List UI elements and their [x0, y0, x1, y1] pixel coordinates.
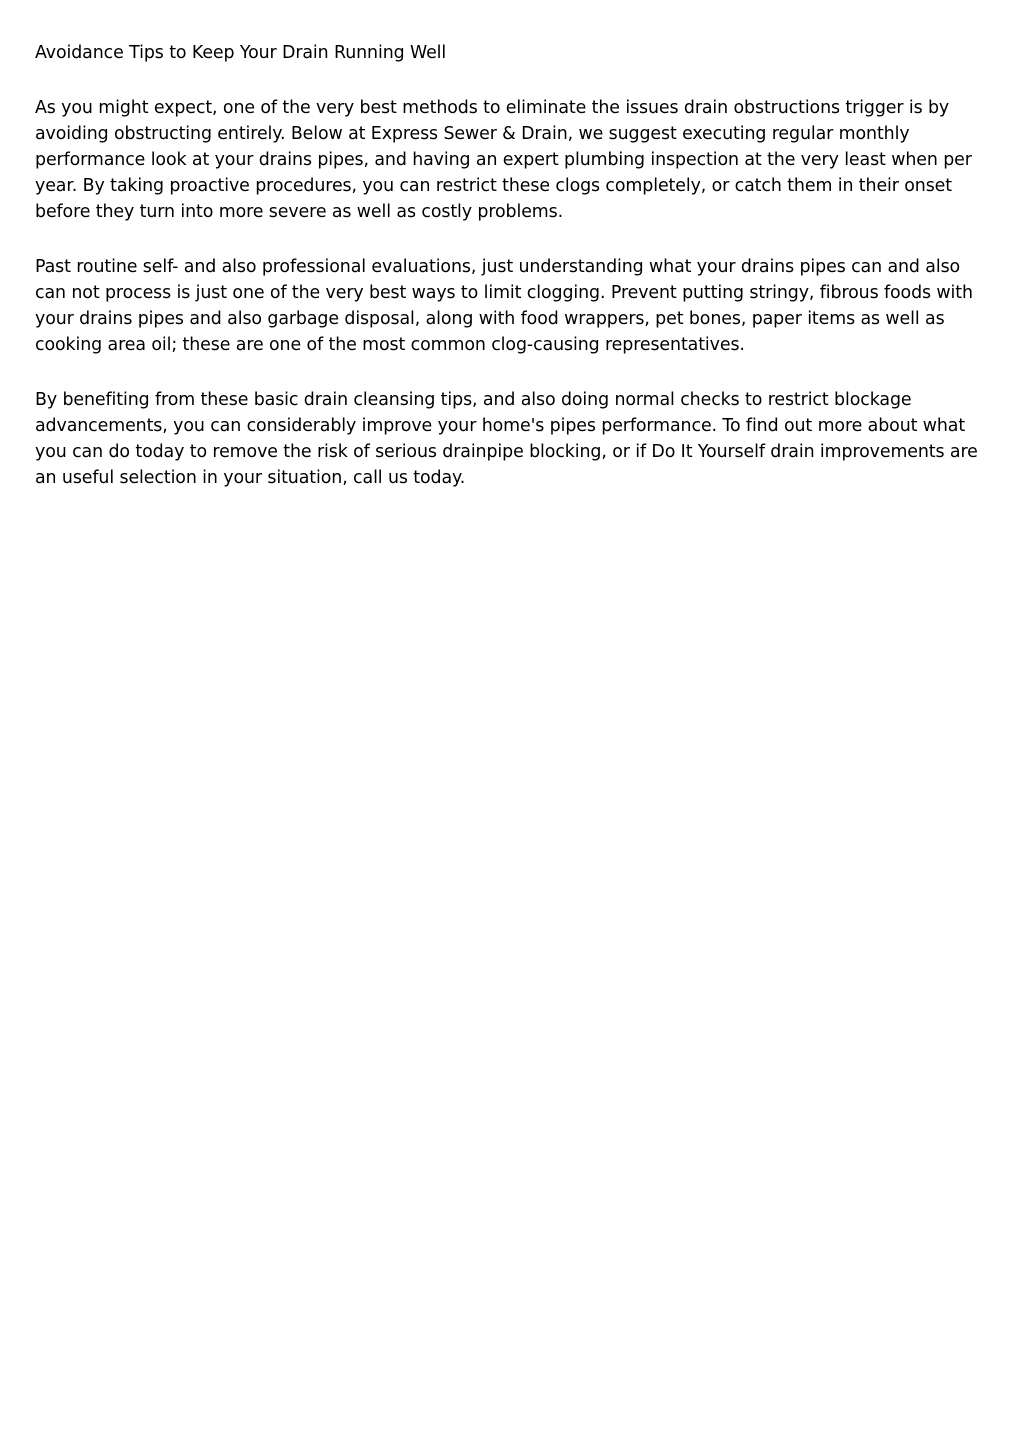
document-title: Avoidance Tips to Keep Your Drain Running Well: [35, 43, 447, 63]
paragraph-2: Past routine self- and also professional evaluations, just understanding what your drains pipes can and also can not process is just one of the very best ways to limit clogging. Prevent putting stringy, fibrous foods with your drains pipes and also garbage disposal, along with food wrappers, pet bones, paper items as well as cooking area oil; these are one of the most common clog-causing representatives.: [35, 257, 973, 355]
document-page: [35, 40, 995, 520]
paragraph-1: As you might expect, one of the very best methods to eliminate the issues drain obstructions trigger is by avoiding obstructing entirely. Below at Express Sewer & Drain, we suggest executing regular monthly performance look at your drains pipes, and having an expert plumbing inspection at the very least when per year. By taking proactive procedures, you can restrict these clogs completely, or catch them in their onset before they turn into more severe as well as costly problems.: [35, 98, 972, 222]
paragraph-3: By benefiting from these basic drain cleansing tips, and also doing normal checks to restrict blockage advancements, you can considerably improve your home's pipes performance. To find out more about what you can do today to remove the risk of serious drainpipe blocking, or if Do It Yourself drain improvements are an useful selection in your situation, call us today.: [35, 390, 978, 488]
